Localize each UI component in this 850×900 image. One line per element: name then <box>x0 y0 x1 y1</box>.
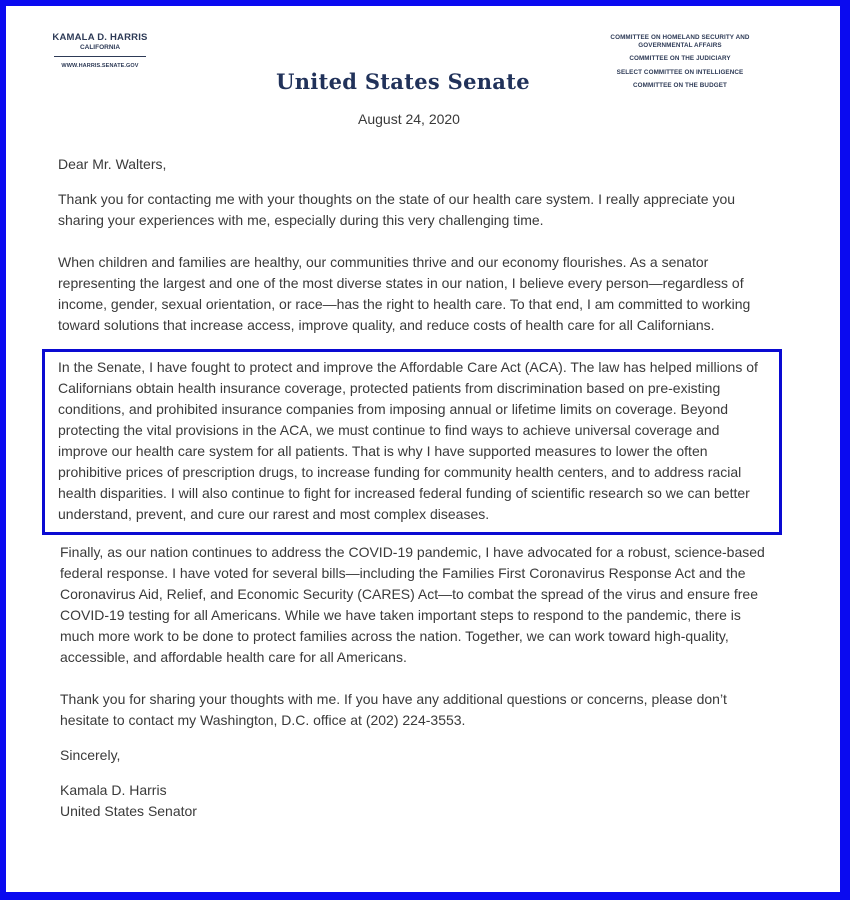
committee-item: COMMITTEE ON HOMELAND SECURITY AND GOVERNMENTAL AFFAIRS <box>610 34 750 49</box>
paragraph-line: hesitate to contact my Washington, D.C. office at (202) 224-3553. <box>60 712 466 728</box>
paragraph <box>60 542 782 668</box>
signature-name: Kamala D. Harris <box>60 782 167 798</box>
paragraph <box>58 189 780 231</box>
sender-name: KAMALA D. HARRIS <box>52 32 148 43</box>
paragraph-line: accessible, and affordable health care for all Americans. <box>60 649 407 665</box>
sender-divider <box>54 56 146 57</box>
sender-block <box>44 32 156 70</box>
salutation: Dear Mr. Walters, <box>58 156 167 172</box>
paragraph-line: much more work to be done to protect families across the nation. Together, we can work toward high-quality, <box>60 628 729 644</box>
paragraph-line: improve our health care system for all patients. That is why I have supported measures to lower the often <box>58 443 708 459</box>
committee-item: COMMITTEE ON THE BUDGET <box>633 82 727 89</box>
paragraph-line: Californians obtain health insurance coverage, protected patients from discrimination based on pre-existing <box>58 380 721 396</box>
sender-state: CALIFORNIA <box>79 44 121 51</box>
paragraph <box>58 252 780 336</box>
paragraph-line: Thank you for sharing your thoughts with me. If you have any additional questions or concerns, please don’t <box>60 691 727 707</box>
letter-date: August 24, 2020 <box>358 111 460 127</box>
paragraph-line: In the Senate, I have fought to protect and improve the Affordable Care Act (ACA). The law has helped millions of <box>58 359 758 375</box>
paragraph-line: Finally, as our nation continues to address the COVID-19 pandemic, I have advocated for a robust, science-based <box>60 544 765 560</box>
paragraph-line: income, gender, sexual orientation, or race—has the right to health care. To that end, I am committed to working <box>58 296 751 312</box>
closing: Sincerely, <box>60 747 121 763</box>
paragraph-line: COVID-19 testing for all Americans. While we have taken important steps to respond to the pandemic, there is <box>60 607 741 623</box>
highlighted-paragraph <box>58 357 770 525</box>
paragraph-line: conditions, and prohibited insurance companies from imposing annual or lifetime limits on coverage. Beyond <box>58 401 729 417</box>
paragraph-line: understand, prevent, and cure our rarest and most complex diseases. <box>58 506 490 522</box>
paragraph-line: Thank you for contacting me with your thoughts on the state of our health care system. I really appreciate you <box>58 191 736 207</box>
paragraph-line: toward solutions that increase access, improve quality, and reduce costs of health care for all Californians. <box>58 317 715 333</box>
paragraph-line: Coronavirus Aid, Relief, and Economic Security (CARES) Act—to combat the spread of the virus and ensure free <box>60 586 758 602</box>
paragraph-line: health disparities. I will also continue to fight for increased federal funding of scientific research so we can better <box>58 485 750 501</box>
committee-item: COMMITTEE ON THE JUDICIARY <box>629 55 731 62</box>
paragraph-line: protecting the vital provisions in the ACA, we must continue to find ways to achieve universal coverage and <box>58 422 720 438</box>
signature-title: United States Senator <box>60 803 197 819</box>
sender-website: WWW.HARRIS.SENATE.GOV <box>61 63 139 69</box>
paragraph-line: federal response. I have voted for several bills—including the Families First Coronavirus Response Act and the <box>60 565 746 581</box>
paragraph <box>60 689 782 731</box>
paragraph-line: When children and families are healthy, our communities thrive and our economy flourishes. As a senator <box>58 254 709 270</box>
paragraph-line: representing the largest and one of the most diverse states in our nation, I believe every person—regardless of <box>58 275 744 291</box>
paragraph-line: prohibitive prices of prescription drugs, to increase funding for community health centers, and to address racial <box>58 464 742 480</box>
paragraph-line: sharing your experiences with me, especially during this very challenging time. <box>58 212 544 228</box>
committee-item: SELECT COMMITTEE ON INTELLIGENCE <box>616 68 744 76</box>
committee-list <box>588 34 772 90</box>
letterhead-title: United States Senate <box>276 69 530 94</box>
